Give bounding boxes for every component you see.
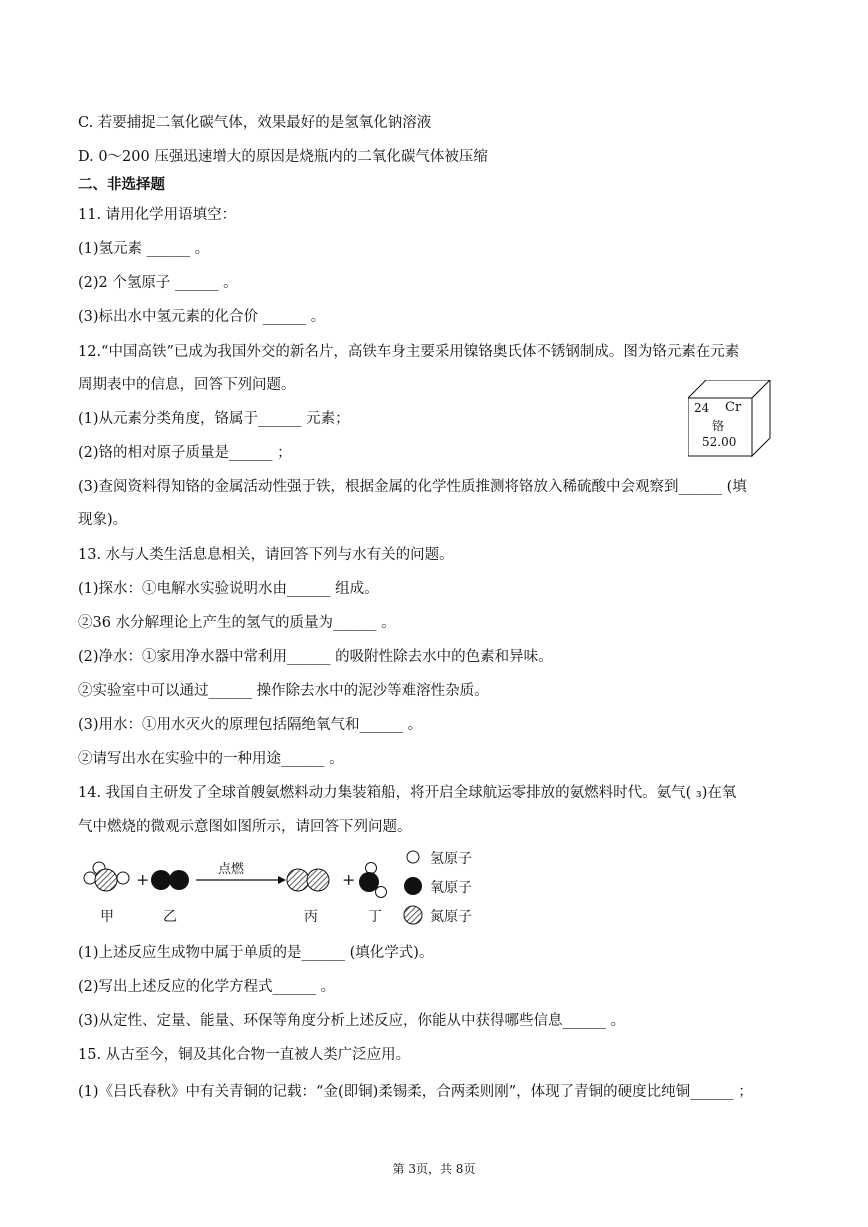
reaction-diagram bbox=[78, 848, 498, 932]
question-14-2: (2)写出上述反应的化学方程式______ 。 bbox=[78, 979, 336, 995]
legend-hydrogen-icon bbox=[407, 851, 419, 863]
legend-hydrogen: 氢原子 bbox=[430, 851, 472, 867]
element-name: 铬 bbox=[712, 419, 725, 433]
question-14: 14. 我国自主研发了全球首艘氨燃料动力集装箱船，将开启全球航运零排放的氨燃料时代。氨气( ₃)在氧 bbox=[78, 785, 737, 801]
label-yi: 乙 bbox=[163, 909, 177, 925]
question-13-3: (3)用水：①用水灭火的原理包括隔绝氧气和______ 。 bbox=[78, 717, 423, 733]
option-c: C. 若要捕捉二氧化碳气体，效果最好的是氢氧化钠溶液 bbox=[78, 115, 432, 131]
molecule-ding bbox=[359, 863, 387, 898]
plus-sign: + bbox=[342, 870, 356, 889]
question-13-3b: ②请写出水在实验中的一种用途______ 。 bbox=[78, 751, 344, 767]
label-ding: 丁 bbox=[368, 909, 382, 925]
legend-oxygen: 氧原子 bbox=[430, 880, 472, 896]
question-13-2b: ②实验室中可以通过______ 操作除去水中的泥沙等难溶性杂质。 bbox=[78, 683, 489, 699]
question-11: 11. 请用化学用语填空： bbox=[78, 207, 237, 223]
question-12-3-cont: 现象)。 bbox=[78, 512, 128, 528]
question-14-3: (3)从定性、定量、能量、环保等角度分析上述反应，你能从中获得哪些信息______ 。 bbox=[78, 1013, 626, 1029]
question-12-2: (2)铬的相对原子质量是______ ； bbox=[78, 445, 292, 461]
question-11-2: (2)2 个氢原子 ______ 。 bbox=[78, 275, 238, 291]
label-bing: 丙 bbox=[304, 909, 318, 925]
question-15-1: (1)《吕氏春秋》中有关青铜的记载：“金(即铜)柔锡柔，合两柔则刚”，体现了青铜的硬度比纯铜______ ； bbox=[78, 1084, 753, 1100]
reaction-condition: 点燃 bbox=[218, 862, 245, 877]
atomic-mass: 52.00 bbox=[702, 435, 737, 449]
question-13-1: (1)探水：①电解水实验说明水由______ 组成。 bbox=[78, 581, 379, 597]
reaction-arrow bbox=[196, 876, 286, 884]
question-13-1b: ②36 水分解理论上产生的氢气的质量为______ 。 bbox=[78, 615, 396, 631]
plus-sign: + bbox=[136, 870, 150, 889]
element-symbol: Cr bbox=[725, 400, 742, 415]
question-11-1: (1)氢元素 ______ 。 bbox=[78, 241, 210, 257]
question-14-cont: 气中燃烧的微观示意图如图所示，请回答下列问题。 bbox=[78, 819, 412, 835]
page-footer: 第 3页，共 8页 bbox=[392, 1162, 476, 1176]
atomic-number: 24 bbox=[694, 401, 710, 415]
label-jia: 甲 bbox=[100, 909, 114, 925]
question-12-1: (1)从元素分类角度，铬属于______ 元素； bbox=[78, 411, 350, 427]
question-12-cont: 周期表中的信息，回答下列问题。 bbox=[78, 377, 296, 393]
element-tile bbox=[688, 380, 772, 458]
legend-oxygen-icon bbox=[404, 877, 422, 895]
question-11-3: (3)标出水中氢元素的化合价 ______ 。 bbox=[78, 309, 326, 325]
question-14-1: (1)上述反应生成物中属于单质的是______ (填化学式)。 bbox=[78, 945, 434, 961]
question-12-3: (3)查阅资料得知铬的金属活动性强于铁，根据金属的化学性质推测将铬放入稀硫酸中会观察到______ (填 bbox=[78, 479, 747, 495]
molecule-jia bbox=[84, 862, 129, 891]
molecule-bing bbox=[287, 869, 329, 891]
question-12: 12.“中国高铁”已成为我国外交的新名片，高铁车身主要采用镍铬奥氏体不锈钢制成。图为铬元素在元素 bbox=[78, 344, 740, 360]
question-13-2: (2)净水：①家用净水器中常利用______ 的吸附性除去水中的色素和异味。 bbox=[78, 649, 553, 665]
option-d: D. 0～200 压强迅速增大的原因是烧瓶内的二氧化碳气体被压缩 bbox=[78, 149, 488, 165]
section-heading: 二、非选择题 bbox=[78, 176, 165, 193]
molecule-yi bbox=[151, 870, 189, 890]
question-13: 13. 水与人类生活息息相关，请回答下列与水有关的问题。 bbox=[78, 547, 454, 563]
legend-nitrogen-icon bbox=[404, 906, 422, 924]
question-15: 15. 从古至今，铜及其化合物一直被人类广泛应用。 bbox=[78, 1047, 411, 1063]
legend-nitrogen: 氮原子 bbox=[430, 909, 472, 925]
